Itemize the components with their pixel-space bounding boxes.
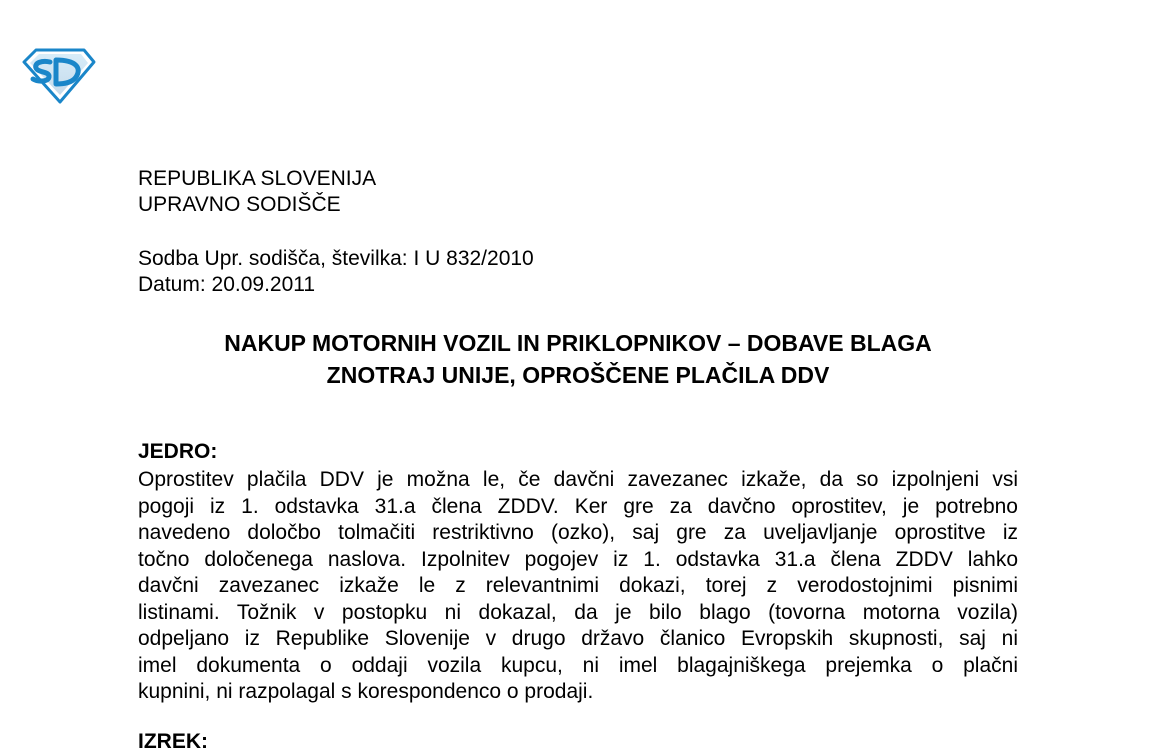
jedro-paragraph [138, 467, 1018, 706]
jedro-line: imel dokumenta o oddaji vozila kupcu, ni imel blagajniškega prejemka o plačni [138, 653, 1018, 677]
document-title-line-1: NAKUP MOTORNIH VOZIL IN PRIKLOPNIKOV – DOBAVE BLAGA [224, 330, 932, 356]
country-name: REPUBLIKA SLOVENIJA [138, 167, 377, 190]
jedro-line: listinami. Tožnik v postopku ni dokazal, da je bilo blago (tovorna motorna vozila) [138, 600, 1018, 624]
jedro-heading: JEDRO: [138, 440, 218, 463]
document-title-line-2: ZNOTRAJ UNIJE, OPROŠČENE PLAČILA DDV [326, 362, 830, 388]
case-date: Datum: 20.09.2011 [138, 273, 316, 296]
next-section-heading [138, 730, 208, 753]
document-title [138, 327, 1018, 391]
jedro-line: odpeljano iz Republike Slovenije v drugo državo članico Evropskih skupnosti, saj ni [138, 627, 1018, 650]
jedro-line: točno določenega naslova. Izpolnitev pogojev iz 1. odstavka 31.a člena ZDDV lahko [138, 547, 1018, 571]
jedro-line: Oprostitev plačila DDV je možna le, če davčni zavezanec izkaže, da so izpolnjeni vsi [138, 468, 1018, 491]
jedro-line: pogoji iz 1. odstavka 31.a člena ZDDV. Ker gre za davčno oprostitev, je potrebno [138, 494, 1018, 518]
court-header [138, 166, 376, 218]
jedro-line: kupnini, ni razpolagal s korespondenco o prodaji. [138, 680, 594, 703]
next-section-heading-text: IZREK: [138, 730, 208, 753]
jedro-line: navedeno določbo tolmačiti restriktivno (ozko), saj gre za uveljavljanje oprostitve iz [138, 521, 1018, 544]
case-number: Sodba Upr. sodišča, številka: I U 832/2010 [138, 247, 534, 270]
jedro-line: davčni zavezanec izkaže le z relevantnimi dokazi, torej z verodostojnimi pisnimi [138, 574, 1018, 597]
case-reference [138, 246, 534, 298]
sd-logo [22, 48, 96, 104]
court-name: UPRAVNO SODIŠČE [138, 193, 341, 216]
